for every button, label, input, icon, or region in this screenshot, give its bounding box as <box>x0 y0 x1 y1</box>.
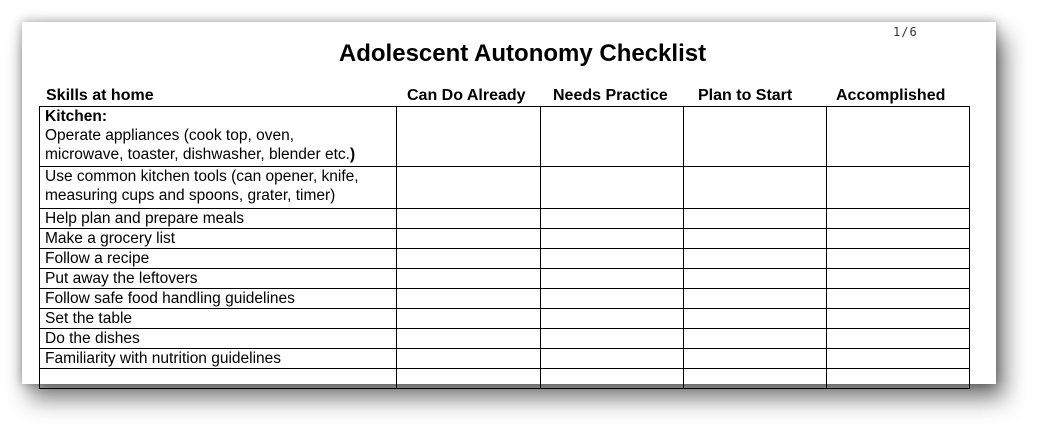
table-row <box>40 309 970 329</box>
skill-label-text: ) <box>349 146 356 163</box>
table-row <box>40 369 970 389</box>
table-row <box>40 107 970 167</box>
table-row <box>40 349 970 369</box>
needs-practice-cell[interactable] <box>541 329 684 349</box>
skill-label: Put away the leftovers <box>40 269 397 289</box>
plan-to-start-cell[interactable] <box>684 167 827 209</box>
plan-to-start-cell[interactable] <box>684 107 827 167</box>
needs-practice-cell[interactable] <box>541 349 684 369</box>
plan-to-start-cell[interactable] <box>684 249 827 269</box>
plan-to-start-cell[interactable] <box>684 269 827 289</box>
plan-to-start-cell[interactable] <box>684 209 827 229</box>
plan-to-start-cell[interactable] <box>684 309 827 329</box>
accomplished-cell[interactable] <box>827 209 970 229</box>
accomplished-cell[interactable] <box>827 309 970 329</box>
skill-cell <box>40 167 397 209</box>
table-row <box>40 249 970 269</box>
plan-to-start-cell[interactable] <box>684 349 827 369</box>
accomplished-cell[interactable] <box>827 249 970 269</box>
column-header-can-do-already: Can Do Already <box>407 87 526 104</box>
can-do-already-cell[interactable] <box>397 309 541 329</box>
column-header-accomplished: Accomplished <box>836 87 946 104</box>
can-do-already-cell[interactable] <box>397 289 541 309</box>
can-do-already-cell[interactable] <box>397 229 541 249</box>
page-indicator: 1/6 <box>893 25 918 39</box>
needs-practice-cell[interactable] <box>541 249 684 269</box>
skill-label: Follow a recipe <box>40 249 397 269</box>
can-do-already-cell[interactable] <box>397 167 541 209</box>
table-row <box>40 209 970 229</box>
skill-label: Familiarity with nutrition guidelines <box>40 349 397 369</box>
column-header-plan-to-start: Plan to Start <box>698 87 793 104</box>
column-header-needs-practice: Needs Practice <box>553 87 668 104</box>
accomplished-cell[interactable] <box>827 167 970 209</box>
can-do-already-cell[interactable] <box>397 329 541 349</box>
skill-label: Follow safe food handling guidelines <box>40 289 397 309</box>
plan-to-start-cell[interactable] <box>684 329 827 349</box>
accomplished-cell[interactable] <box>827 107 970 167</box>
table-row <box>40 289 970 309</box>
accomplished-cell[interactable] <box>827 329 970 349</box>
accomplished-cell[interactable] <box>827 369 970 389</box>
can-do-already-cell[interactable] <box>397 269 541 289</box>
plan-to-start-cell[interactable] <box>684 369 827 389</box>
skill-cell <box>40 107 397 167</box>
accomplished-cell[interactable] <box>827 289 970 309</box>
document-title: Adolescent Autonomy Checklist <box>338 40 707 67</box>
skill-label: Help plan and prepare meals <box>40 209 397 229</box>
plan-to-start-cell[interactable] <box>684 289 827 309</box>
needs-practice-cell[interactable] <box>541 229 684 249</box>
needs-practice-cell[interactable] <box>541 167 684 209</box>
table-row <box>40 167 970 209</box>
accomplished-cell[interactable] <box>827 229 970 249</box>
needs-practice-cell[interactable] <box>541 209 684 229</box>
skill-label-line: Use common kitchen tools (can opener, knife, <box>45 168 359 185</box>
skill-label-line: Operate appliances (cook top, oven, <box>45 127 295 144</box>
skill-label-empty <box>40 369 397 389</box>
table-row <box>40 269 970 289</box>
can-do-already-cell[interactable] <box>397 349 541 369</box>
accomplished-cell[interactable] <box>827 349 970 369</box>
needs-practice-cell[interactable] <box>541 289 684 309</box>
needs-practice-cell[interactable] <box>541 369 684 389</box>
column-header-skills: Skills at home <box>46 87 154 104</box>
needs-practice-cell[interactable] <box>541 269 684 289</box>
skill-label: Do the dishes <box>40 329 397 349</box>
accomplished-cell[interactable] <box>827 269 970 289</box>
can-do-already-cell[interactable] <box>397 369 541 389</box>
skill-label: Set the table <box>40 309 397 329</box>
skill-label-text: microwave, toaster, dishwasher, blender etc. <box>45 146 350 163</box>
skill-label-line: measuring cups and spoons, grater, timer) <box>45 187 336 204</box>
can-do-already-cell[interactable] <box>397 249 541 269</box>
can-do-already-cell[interactable] <box>397 209 541 229</box>
needs-practice-cell[interactable] <box>541 309 684 329</box>
can-do-already-cell[interactable] <box>397 107 541 167</box>
needs-practice-cell[interactable] <box>541 107 684 167</box>
skill-label: Make a grocery list <box>40 229 397 249</box>
plan-to-start-cell[interactable] <box>684 229 827 249</box>
category-label: Kitchen: <box>45 108 107 125</box>
skill-label-line <box>45 145 396 164</box>
checklist-table <box>39 106 970 389</box>
table-row <box>40 229 970 249</box>
table-row <box>40 329 970 349</box>
